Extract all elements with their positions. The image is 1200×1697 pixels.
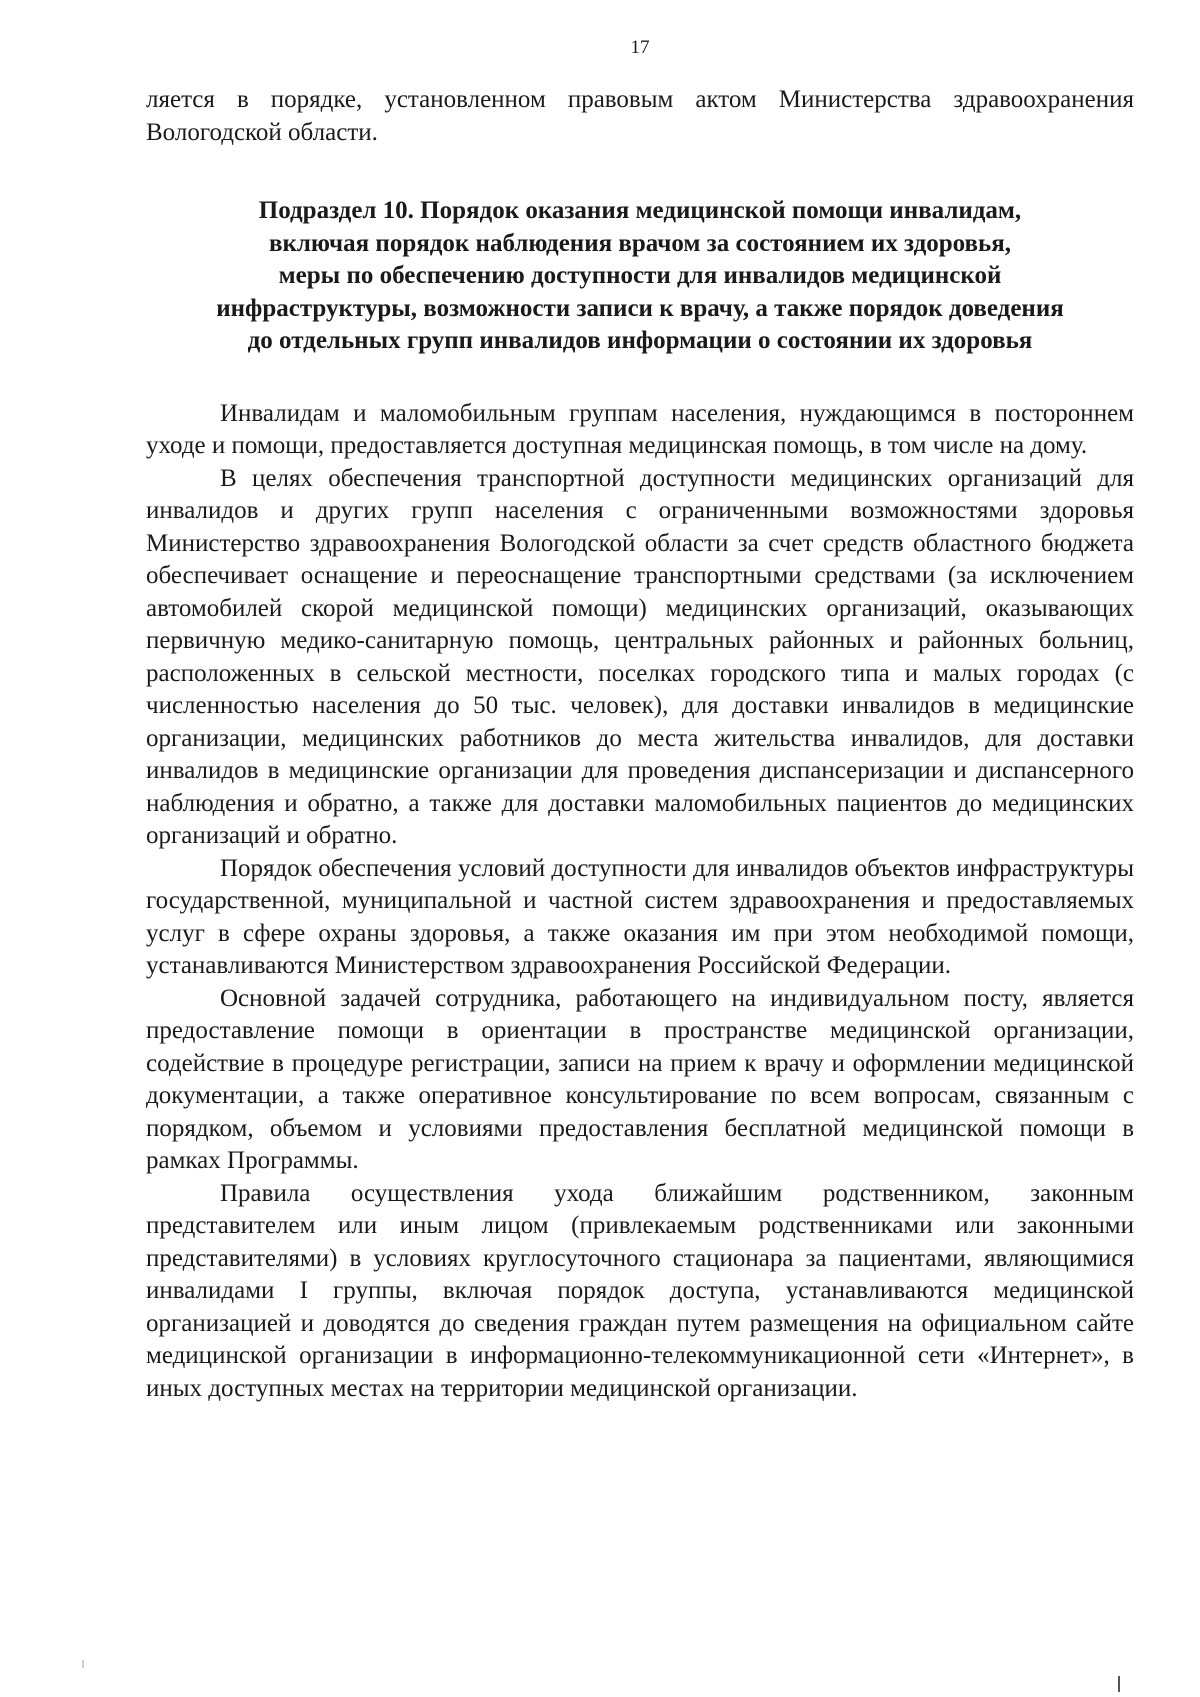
body-paragraph: Правила осуществления ухода ближайшим родственником, законным представителем или иным лицом (привлекаемым родственниками или законными представителями) в условиях круглосуточного стационара за пациентами, являющимися инвалидами I группы, включая порядок доступа, устанавливаются медицинской организацией и доводятся до сведения граждан путем размещения на официальном сайте медицинской организации в информационно-телекоммуникационной сети «Интернет», в иных доступных местах на территории медицинской организации. bbox=[146, 1179, 1134, 1402]
heading-line: Подраздел 10. Порядок оказания медицинской помощи инвалидам, bbox=[258, 197, 1022, 224]
heading-line: инфраструктуры, возможности записи к врачу, а также порядок доведения bbox=[216, 294, 1064, 322]
heading-line: меры по обеспечению доступности для инвалидов медицинской bbox=[278, 262, 1002, 289]
section-heading bbox=[146, 149, 1134, 398]
heading-line: включая порядок наблюдения врачом за состоянием их здоровья, bbox=[268, 229, 1012, 257]
document-body bbox=[146, 84, 1134, 1405]
scan-mark bbox=[1118, 1676, 1120, 1692]
scan-mark bbox=[82, 1660, 84, 1668]
body-paragraph: Инвалидам и маломобильным группам населения, нуждающимся в постороннем уходе и помощи, предоставляется доступная медицинская помощь, в том числе на дому. bbox=[146, 399, 1134, 459]
body-paragraph: Основной задачей сотрудника, работающего на индивидуальном посту, является предоставление помощи в ориентации в пространстве медицинской организации, содействие в процедуре регистрации, записи на прием к врачу и оформлении медицинской документации, а также оперативное консультирование по всем вопросам, связанным с порядком, объемом и условиями предоставления бесплатной медицинской помощи в рамках Программы. bbox=[146, 984, 1134, 1174]
heading-line: до отдельных групп инвалидов информации о состоянии их здоровья bbox=[247, 327, 1033, 354]
body-paragraph: Порядок обеспечения условий доступности для инвалидов объектов инфраструктуры государственной, муниципальной и частной систем здравоохранения и предоставляемых услуг в сфере охраны здоровья, а также оказания им при этом необходимой помощи, устанавливаются Министерством здравоохранения Российской Федерации. bbox=[146, 854, 1134, 979]
intro-paragraph: ляется в порядке, установленном правовым актом Министерства здравоохранения Вологодской области. bbox=[146, 86, 1134, 146]
page-number: 17 bbox=[630, 37, 650, 58]
body-paragraph: В целях обеспечения транспортной доступности медицинских организаций для инвалидов и других групп населения с ограниченными возможностями здоровья Министерство здравоохранения Вологодской области за счет средств областного бюджета обеспечивает оснащение и переоснащение транспортными средствами (за исключением автомобилей скорой медицинской помощи) медицинских организаций, оказывающих первичную медико-санитарную помощь, центральных районных и районных больниц, расположенных в сельской местности, поселках городского типа и малых городах (с численностью населения до 50 тыс. человек), для доставки инвалидов в медицинские организации, медицинских работников до места жительства инвалидов, для доставки инвалидов в медицинские организации для проведения диспансеризации и диспансерного наблюдения и обратно, а также для доставки маломобильных пациентов до медицинских организаций и обратно. bbox=[146, 464, 1134, 849]
